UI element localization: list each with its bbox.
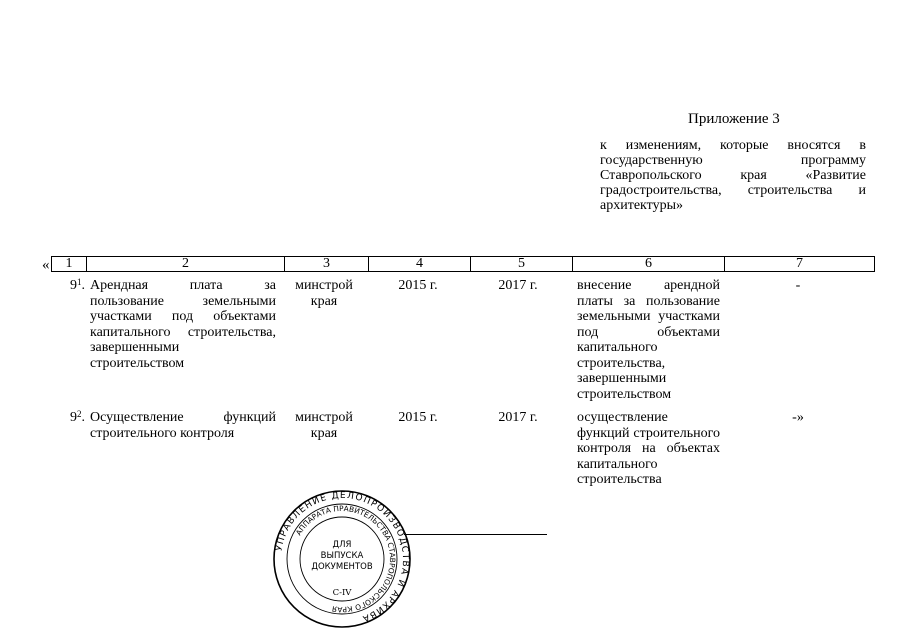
start-date: 2015 г.: [398, 278, 438, 293]
signature-line: [404, 534, 547, 535]
indicator-link: -: [795, 278, 801, 293]
official-stamp: [272, 489, 412, 629]
executor: минстрой края: [295, 410, 353, 441]
column-number-row: [51, 256, 875, 272]
executor: минстрой края: [295, 278, 353, 309]
row-number: $9^1$.: [70, 277, 85, 293]
stamp-code: С-IV: [332, 588, 352, 598]
column-number: 6: [573, 257, 725, 272]
end-date: 2017 г.: [498, 410, 538, 425]
row-number: $9^2$.: [70, 409, 85, 425]
stamp-center-line: ВЫПУСКА: [320, 551, 364, 561]
column-number: 7: [725, 257, 875, 272]
end-date: 2017 г.: [498, 278, 538, 293]
activity-name: Осуществление функций строительного контроля: [90, 410, 276, 441]
expected-result: внесение арендной платы за пользование земельными участками под объектами капитального строительства, завершенными строительством: [577, 278, 720, 402]
column-number: 2: [87, 257, 285, 272]
stamp-inner-text: АППАРАТА ПРАВИТЕЛЬСТВА СТАВРОПОЛЬСКОГО КРАЯ: [293, 503, 398, 615]
appendix-note: к изменениям, которые вносятся в государственную программу Ставропольского края «Развитие градостроительства, строительства и архитектуры»: [600, 138, 866, 213]
column-number: 3: [285, 257, 369, 272]
column-number: 5: [471, 257, 573, 272]
column-number: 1: [52, 257, 87, 272]
appendix-title: Приложение 3: [688, 111, 780, 127]
stamp-outer-text: УПРАВЛЕНИЕ ДЕЛОПРОИЗВОДСТВА И АРХИВА: [274, 490, 411, 624]
start-date: 2015 г.: [398, 410, 438, 425]
column-number: 4: [369, 257, 471, 272]
expected-result: осуществление функций строительного контроля на объектах капитального строительства: [577, 410, 720, 487]
stamp-center-line: ДЛЯ: [332, 540, 352, 550]
activity-name: Арендная плата за пользование земельными участками под объектами капитального строительства, завершенными строительством: [90, 278, 276, 371]
indicator-link: -»: [792, 410, 804, 425]
stamp-center-line: ДОКУМЕНТОВ: [311, 562, 373, 572]
opening-quote: «: [42, 257, 50, 273]
